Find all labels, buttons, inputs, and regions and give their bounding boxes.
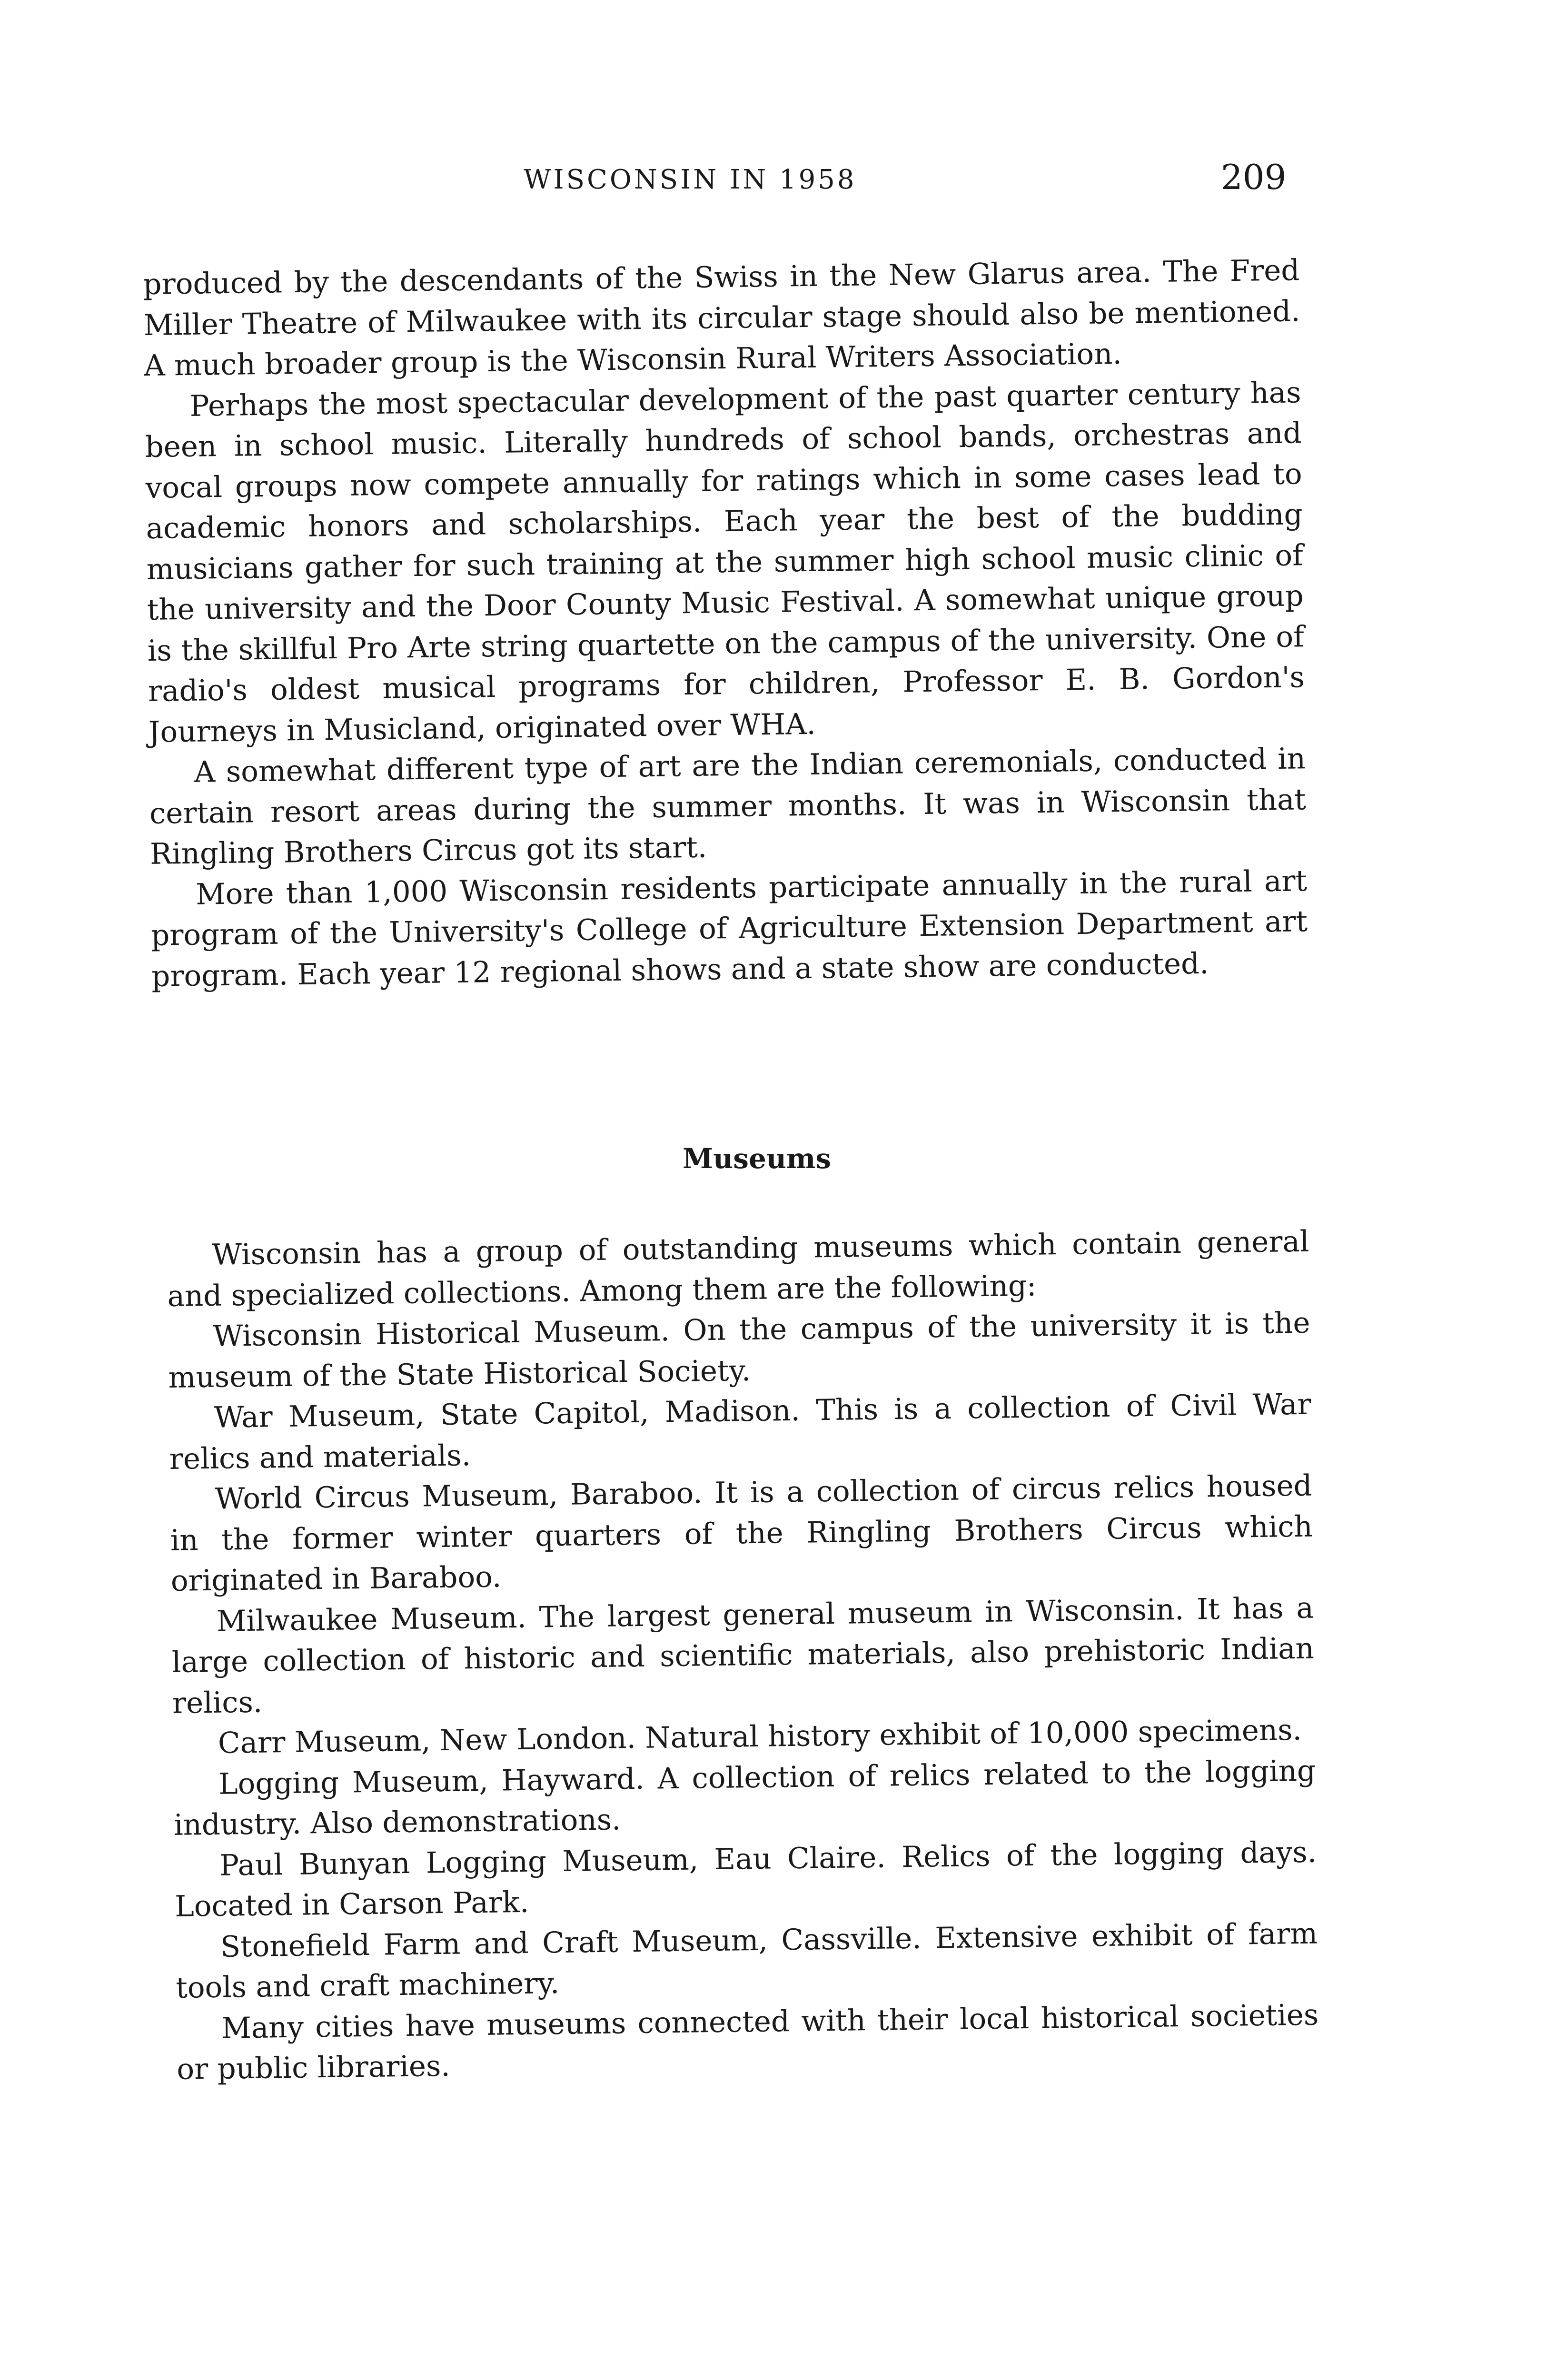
museum-intro: Wisconsin has a group of outstanding museums which contain general and specialized collections. Among them are the following: xyxy=(167,1224,1309,1313)
museum-entry: Wisconsin Historical Museum. On the campus of the university it is the museum of the State Historical Society. xyxy=(168,1306,1310,1395)
paragraph-rural-art: More than 1,000 Wisconsin residents participate annually in the rural art program of the University's College of Agriculture Extension Department art program. Each year 12 regional shows and a state show are conducted. xyxy=(150,863,1308,993)
paragraph-indian-ceremonials: A somewhat different type of art are the Indian ceremonials, conducted in certain resort areas during the summer months. It was in Wisconsin that Ringling Brothers Circus got its start. xyxy=(149,742,1307,871)
museum-entry: World Circus Museum, Baraboo. It is a collection of circus relics housed in the former winter quarters of the Ringling Brothers Circus which originated in Baraboo. xyxy=(170,1468,1313,1598)
museums-section xyxy=(167,1221,1319,2090)
body-text-section xyxy=(143,250,1308,997)
running-head: WISCONSIN IN 1958 xyxy=(524,164,857,195)
museum-entry: Paul Bunyan Logging Museum, Eau Claire. Relics of the logging days. Located in Carson Park. xyxy=(174,1835,1317,1924)
museum-entry: Carr Museum, New London. Natural history exhibit of 10,000 specimens. xyxy=(218,1713,1302,1760)
page-number: 209 xyxy=(1221,157,1287,197)
museum-closing: Many cities have museums connected with their local historical societies or public libraries. xyxy=(176,1998,1319,2086)
museum-entry: Stonefield Farm and Craft Museum, Cassville. Extensive exhibit of farm tools and craft machinery. xyxy=(175,1916,1318,2005)
museum-entry: War Museum, State Capitol, Madison. This is a collection of Civil War relics and materials. xyxy=(169,1387,1311,1476)
section-heading-museums: Museums xyxy=(682,1142,832,1175)
museum-entry: Milwaukee Museum. The largest general museum in Wisconsin. It has a large collection of historic and scientific materials, also prehistoric Indian relics. xyxy=(171,1591,1315,1720)
museum-entry: Logging Museum, Hayward. A collection of relics related to the logging industry. Also demonstrations. xyxy=(173,1754,1316,1842)
paragraph-continued: produced by the descendants of the Swiss in the New Glarus area. The Fred Miller Theatre of Milwaukee with its circular stage should also be mentioned. A much broader group is the Wisconsin Rural Writers Association. xyxy=(143,253,1300,383)
paragraph-school-music: Perhaps the most spectacular development of the past quarter century has been in school music. Literally hundreds of school bands, orchestras and vocal groups now compete annually for ratings which in some cases lead to academic honors and scholarships. Each year the best of the budding musicians gather for such training at the summer high school music clinic of the university and the Door County Music Festival. A somewhat unique group is the skillful Pro Arte string quartette on the campus of the university. One of radio's oldest musical programs for children, Professor E. B. Gordon's Journeys in Musicland, originated over WHA. xyxy=(145,375,1305,749)
